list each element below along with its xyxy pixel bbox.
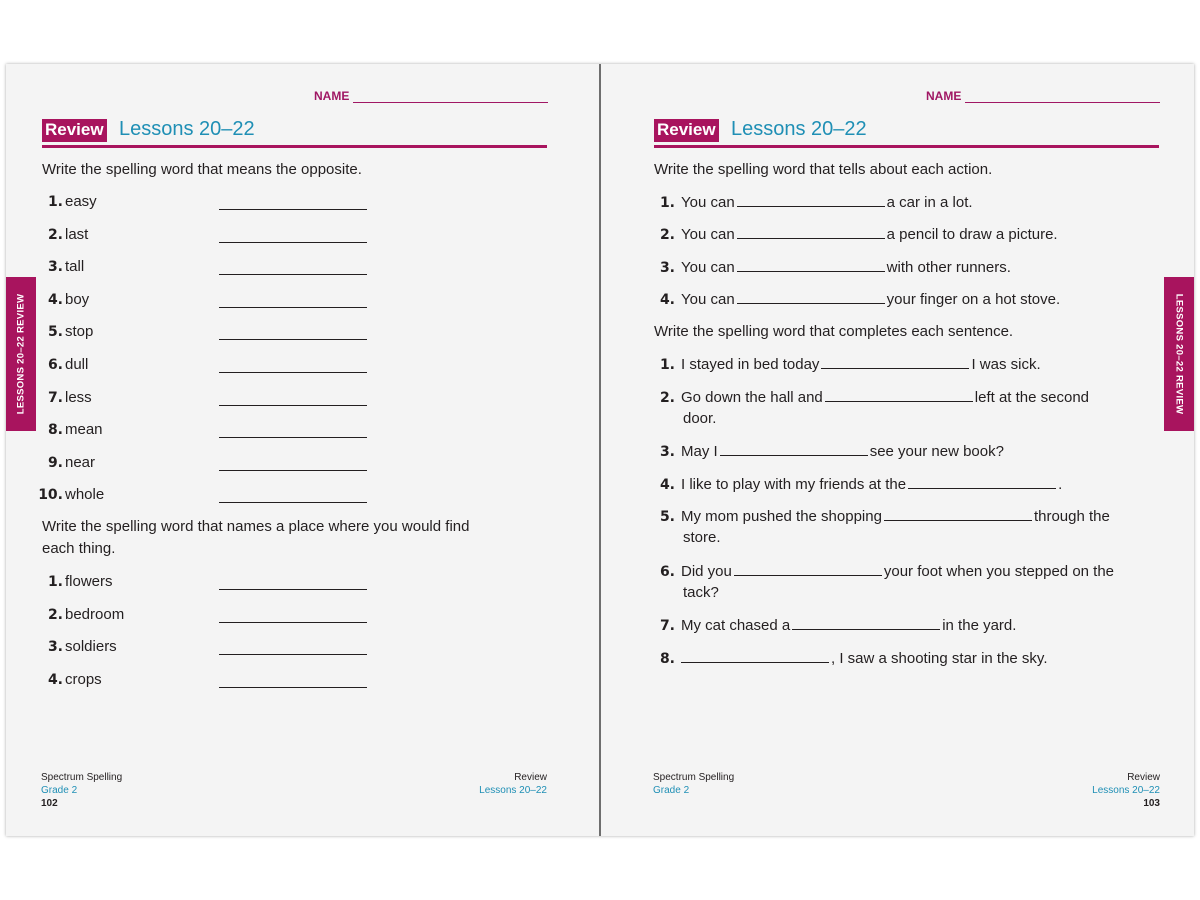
sentence-end: see your new book? — [869, 443, 1004, 460]
sentence-end: left at the second — [974, 389, 1090, 406]
sentence-end: through the — [1033, 508, 1110, 525]
item-number: 1. — [659, 357, 675, 373]
footer-section: Review — [514, 772, 547, 783]
sentence-start: May I — [681, 443, 718, 460]
footer-right — [406, 771, 547, 797]
footer-book: Spectrum Spelling — [41, 772, 123, 783]
footer-section: Review — [1127, 772, 1160, 783]
answer-blank[interactable] — [219, 687, 367, 688]
name-blank-line — [965, 92, 1160, 103]
list-item — [648, 648, 1048, 669]
answer-blank[interactable] — [737, 289, 885, 304]
list-item — [648, 289, 1060, 310]
list-item — [648, 387, 1089, 408]
page-title: Lessons 20–22 — [119, 118, 255, 140]
list-item — [648, 474, 1062, 495]
answer-blank[interactable] — [720, 441, 868, 456]
item-number: 4. — [47, 671, 63, 688]
list-item — [648, 224, 1058, 245]
answer-blank[interactable] — [219, 589, 367, 590]
name-field — [926, 89, 1160, 103]
answer-blank[interactable] — [737, 224, 885, 239]
side-tab-label: LESSONS 20–22 REVIEW — [15, 293, 27, 415]
item-word: whole — [65, 486, 105, 504]
item-word: soldiers — [65, 638, 117, 656]
list-item — [36, 355, 88, 375]
item-number: 1. — [47, 574, 63, 590]
sentence-start: I like to play with my friends at the — [681, 476, 907, 493]
instruction-opposite: Write the spelling word that means the opposite. — [42, 161, 362, 178]
sentence-start: Go down the hall and — [681, 389, 823, 406]
item-word: less — [65, 388, 92, 406]
list-item — [648, 354, 1041, 375]
review-badge: Review — [654, 119, 719, 142]
answer-blank[interactable] — [219, 405, 367, 406]
answer-blank[interactable] — [681, 648, 829, 663]
item-number: 6. — [659, 564, 675, 580]
sentence-end: a car in a lot. — [886, 194, 973, 211]
item-number: 2. — [47, 226, 63, 243]
footer-left — [653, 771, 734, 797]
item-number: 8. — [47, 422, 63, 439]
item-number: 10. — [38, 487, 63, 504]
instruction-place-1: Write the spelling word that names a place where you would find — [42, 518, 470, 535]
list-item — [36, 572, 113, 592]
page-header — [654, 117, 1159, 148]
item-number: 2. — [659, 227, 675, 243]
item-number: 8. — [659, 651, 675, 667]
sentence-continuation: tack? — [683, 584, 719, 601]
item-word: stop — [65, 323, 94, 341]
sentence-end: a pencil to draw a picture. — [886, 226, 1058, 243]
list-item — [648, 257, 1011, 278]
instruction-complete: Write the spelling word that completes each sentence. — [654, 323, 1014, 340]
footer-lessons: Lessons 20–22 — [1092, 785, 1160, 796]
item-word: last — [65, 225, 89, 243]
list-item — [36, 453, 95, 473]
name-label: NAME — [926, 89, 962, 103]
item-word: boy — [65, 290, 90, 308]
list-item — [36, 485, 104, 505]
workbook-spread — [6, 64, 1194, 836]
sentence-start: You can — [681, 291, 735, 308]
list-item — [36, 605, 124, 625]
review-badge: Review — [42, 119, 107, 142]
sentence-continuation: door. — [683, 410, 717, 427]
item-word: mean — [65, 421, 103, 439]
list-item — [648, 561, 1114, 582]
item-number: 2. — [659, 390, 675, 406]
list-item — [648, 506, 1110, 527]
item-number: 5. — [47, 324, 63, 341]
list-item — [648, 441, 1004, 462]
answer-blank[interactable] — [821, 354, 969, 369]
sentence-end: I was sick. — [971, 356, 1041, 373]
item-number: 2. — [47, 606, 63, 623]
answer-blank[interactable] — [792, 615, 940, 630]
sentence-end: your finger on a hot stove. — [886, 291, 1061, 308]
answer-blank[interactable] — [908, 474, 1056, 489]
item-word: flowers — [65, 573, 113, 590]
sentence-end: in the yard. — [942, 617, 1017, 634]
answer-blank[interactable] — [219, 470, 367, 471]
list-item — [36, 192, 97, 212]
item-number: 9. — [47, 454, 63, 471]
answer-blank[interactable] — [734, 561, 882, 576]
item-number: 7. — [47, 389, 63, 406]
sentence-continuation: store. — [683, 529, 721, 546]
footer-lessons: Lessons 20–22 — [479, 785, 547, 796]
list-item — [36, 670, 102, 690]
item-number: 5. — [659, 509, 675, 525]
footer-grade: Grade 2 — [653, 785, 690, 796]
list-item — [36, 257, 84, 277]
item-word: bedroom — [65, 605, 125, 623]
answer-blank[interactable] — [219, 339, 367, 340]
sentence-start: My cat chased a — [681, 617, 791, 634]
answer-blank[interactable] — [219, 502, 367, 503]
name-field — [314, 89, 548, 103]
footer-book: Spectrum Spelling — [653, 772, 735, 783]
list-item — [36, 322, 93, 342]
list-item — [648, 192, 973, 213]
item-word: near — [65, 453, 96, 471]
list-item — [648, 615, 1016, 636]
item-word: dull — [65, 356, 89, 373]
sentence-start: You can — [681, 226, 735, 243]
answer-blank[interactable] — [219, 654, 367, 655]
sentence-start: You can — [681, 259, 735, 276]
item-number: 3. — [47, 639, 63, 656]
list-item — [36, 225, 88, 245]
item-number: 3. — [659, 444, 675, 460]
sentence-start: My mom pushed the shopping — [681, 508, 882, 525]
list-item — [36, 637, 117, 657]
sentence-end: with other runners. — [886, 259, 1011, 276]
answer-blank[interactable] — [219, 372, 367, 373]
item-number: 4. — [47, 291, 63, 308]
item-number: 1. — [659, 195, 675, 211]
instruction-place-2: each thing. — [42, 540, 116, 557]
item-word: crops — [65, 670, 102, 688]
page-number: 103 — [1143, 798, 1160, 809]
right-page — [601, 64, 1194, 836]
footer-right — [1019, 771, 1160, 810]
answer-blank[interactable] — [219, 437, 367, 438]
answer-blank[interactable] — [219, 209, 367, 210]
item-word: easy — [65, 193, 97, 210]
sentence-start: I stayed in bed today — [681, 356, 820, 373]
answer-blank[interactable] — [219, 274, 367, 275]
left-page — [6, 64, 599, 836]
item-word: tall — [65, 258, 85, 276]
page-header — [42, 117, 547, 148]
name-blank-line — [353, 92, 548, 103]
side-tab — [6, 277, 36, 431]
item-number: 3. — [47, 259, 63, 276]
item-number: 3. — [659, 260, 675, 276]
answer-blank[interactable] — [737, 257, 885, 272]
name-label: NAME — [314, 89, 350, 103]
answer-blank[interactable] — [219, 307, 367, 308]
sentence-end: , I saw a shooting star in the sky. — [831, 650, 1048, 667]
instruction-action: Write the spelling word that tells about each action. — [654, 161, 993, 178]
list-item — [36, 388, 92, 408]
sentence-start: You can — [681, 194, 735, 211]
page-number: 102 — [41, 798, 58, 809]
item-number: 7. — [659, 618, 675, 634]
side-tab-label: LESSONS 20–22 REVIEW — [1173, 293, 1185, 415]
answer-blank[interactable] — [219, 622, 367, 623]
item-number: 4. — [659, 292, 675, 308]
list-item — [36, 290, 89, 310]
footer-grade: Grade 2 — [41, 785, 78, 796]
item-number: 4. — [659, 477, 675, 493]
page-title: Lessons 20–22 — [731, 118, 867, 140]
sentence-end: . — [1058, 476, 1063, 493]
sentence-start: Did you — [681, 563, 732, 580]
side-tab — [1164, 277, 1194, 431]
answer-blank[interactable] — [219, 242, 367, 243]
sentence-end: your foot when you stepped on the — [883, 563, 1115, 580]
answer-blank[interactable] — [825, 387, 973, 402]
item-number: 6. — [47, 357, 63, 373]
footer-left — [41, 771, 122, 810]
list-item — [36, 420, 103, 440]
answer-blank[interactable] — [737, 192, 885, 207]
item-number: 1. — [47, 194, 63, 210]
answer-blank[interactable] — [884, 506, 1032, 521]
